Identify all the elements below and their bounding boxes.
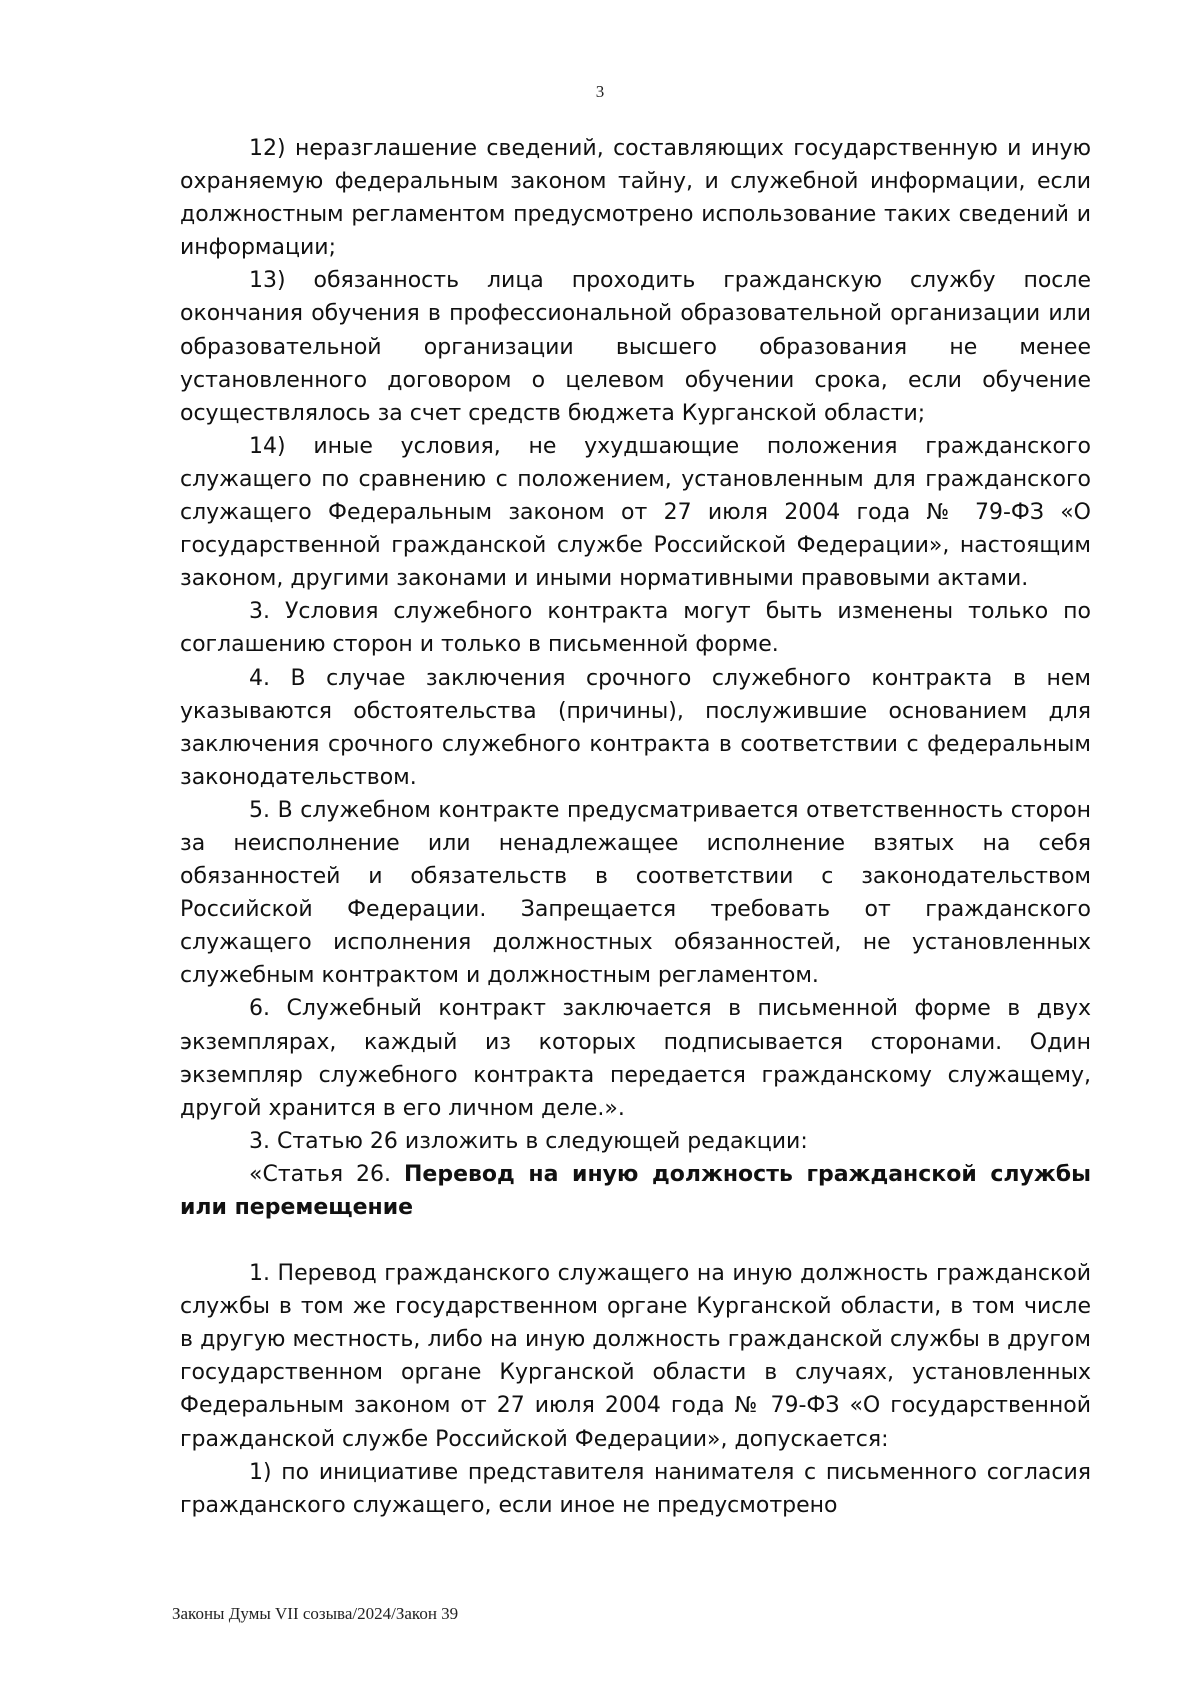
paragraph-item-12: 12) неразглашение сведений, составляющих государственную и иную охраняемую федеральным законом тайну, и служебной информации, если должностным регламентом предусмотрено использование таких сведений и информации; — [180, 136, 1091, 261]
paragraph-article-part-1: 1. Перевод гражданского служащего на иную должность гражданской службы в том же государственном органе Курганской области, в том числе в другую местность, либо на иную должность гражданской службы в другом государственном органе Курганской области в случаях, установленных Федеральным законом от 27 июля 2004 года № 79-ФЗ «О государственной гражданской службе Российской Федерации», допускается: — [180, 1261, 1091, 1452]
paragraph-part-6: 6. Служебный контракт заключается в письменной форме в двух экземплярах, каждый из которых подписывается сторонами. Один экземпляр служебного контракта передается гражданскому служащему, другой хранится в его личном деле.». — [180, 996, 1091, 1121]
paragraph-part-4: 4. В случае заключения срочного служебного контракта в нем указываются обстоятельства (причины), послужившие основанием для заключения срочного служебного контракта в соответствии с федеральным законодательством. — [180, 665, 1091, 790]
paragraph-article-item-1: 1) по инициативе представителя нанимателя с письменного согласия гражданского служащего, если иное не предусмотрено — [180, 1459, 1091, 1518]
footer-reference: Законы Думы VII созыва/2024/Закон 39 — [172, 1604, 459, 1623]
paragraph-part-3: 3. Условия служебного контракта могут быть изменены только по соглашению сторон и только в письменной форме. — [180, 599, 1091, 658]
paragraph-amendment-3: 3. Статью 26 изложить в следующей редакции: — [249, 1128, 808, 1154]
document-body — [180, 132, 1091, 1522]
page-number: 3 — [595, 82, 605, 101]
article-heading-prefix: «Статья 26. — [249, 1161, 404, 1187]
article-heading — [180, 1158, 1091, 1224]
paragraph-part-5: 5. В служебном контракте предусматривается ответственность сторон за неисполнение или ненадлежащее исполнение взятых на себя обязанностей и обязательств в соответствии с законодательством Российской Федерации. Запрещается требовать от гражданского служащего исполнения должностных обязанностей, не установленных служебным контрактом и должностным регламентом. — [180, 797, 1091, 989]
paragraph-item-14: 14) иные условия, не ухудшающие положения гражданского служащего по сравнению с положением, установленным для гражданского служащего Федеральным законом от 27 июля 2004 года № 79-ФЗ «О государственной гражданской службе Российской Федерации», настоящим законом, другими законами и иными нормативными правовыми актами. — [180, 433, 1091, 592]
paragraph-item-13: 13) обязанность лица проходить гражданскую службу после окончания обучения в профессиональной образовательной организации или образовательной организации высшего образования не менее установленного договором о целевом обучении срока, если обучение осуществлялось за счет средств бюджета Курганской области; — [180, 268, 1091, 426]
article-heading-title: Перевод на иную должность гражданской службы или перемещение — [180, 1161, 1091, 1220]
